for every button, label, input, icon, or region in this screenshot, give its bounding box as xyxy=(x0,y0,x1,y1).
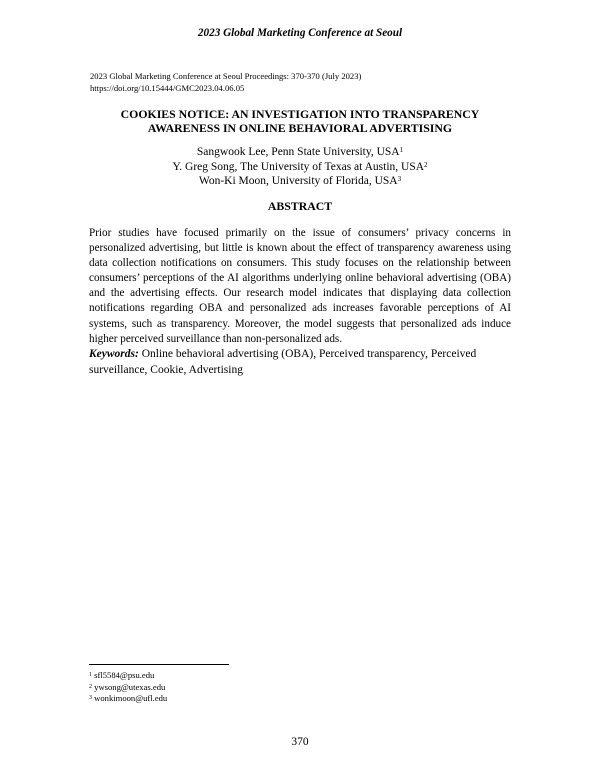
footnote-item xyxy=(89,682,167,694)
proceedings-citation: 2023 Global Marketing Conference at Seoul Proceedings: 370-370 (July 2023) xyxy=(90,71,362,81)
author-line xyxy=(0,145,600,160)
footnote-divider xyxy=(89,664,229,665)
running-header: 2023 Global Marketing Conference at Seoul xyxy=(197,27,403,39)
author-list xyxy=(0,145,600,189)
author-affiliation: Sangwook Lee, Penn State University, USA xyxy=(196,146,400,158)
doi-link[interactable]: https://doi.org/10.15444/GMC2023.04.06.05 xyxy=(90,83,245,93)
author-affiliation: Y. Greg Song, The University of Texas at Austin, USA xyxy=(172,160,425,173)
page-number: 370 xyxy=(291,736,309,748)
paper-title-line-1: COOKIES NOTICE: AN INVESTIGATION INTO TRANSPARENCY xyxy=(120,107,480,121)
footnote-marker: 2 xyxy=(424,160,428,169)
author-line xyxy=(0,160,600,175)
footnote-number: 3 xyxy=(89,695,92,701)
footnote-marker: 1 xyxy=(399,146,404,154)
footnote-item xyxy=(89,693,167,705)
proceedings-info xyxy=(90,70,361,94)
footnotes xyxy=(89,670,167,705)
keywords-list: Online behavioral advertising (OBA), Perceived transparency, Perceived surveillance, Cookie, Advertising xyxy=(89,348,477,376)
footnote-item xyxy=(89,670,167,682)
paper-title xyxy=(0,107,600,135)
paper-title-line-2: AWARENESS IN ONLINE BEHAVIORAL ADVERTISING xyxy=(147,121,453,135)
footnote-number: 2 xyxy=(89,683,92,690)
author-line xyxy=(0,174,600,189)
keywords-label: Keywords: xyxy=(89,348,139,360)
author-affiliation: Won-Ki Moon, University of Florida, USA xyxy=(198,175,398,187)
footnote-email: sfl5584@psu.edu xyxy=(92,670,155,680)
keywords xyxy=(89,346,519,378)
footnote-number: 1 xyxy=(89,672,92,678)
footnote-marker: 3 xyxy=(397,175,402,183)
footnote-email: wonkimoon@ufl.edu xyxy=(92,693,168,703)
abstract-text: Prior studies have focused primarily on the issue of consumers’ privacy concerns in personalized advertising, but little is known about the effect of transparency awareness using data collection notifications on consumers. This study focuses on the relationship between consumers’ perceptions of the AI algorithms underlying online behavioral advertising (OBA) and the advertising effects. Our research model indicates that displaying data collection notifications regarding OBA and personalized ads increases favorable perceptions of AI systems, such as transparency. Moreover, the model suggests that personalized ads induce higher perceived surveillance than non-personalized ads. xyxy=(89,227,511,345)
footnote-email: ywsong@utexas.edu xyxy=(92,681,166,692)
abstract-heading: ABSTRACT xyxy=(267,199,333,213)
